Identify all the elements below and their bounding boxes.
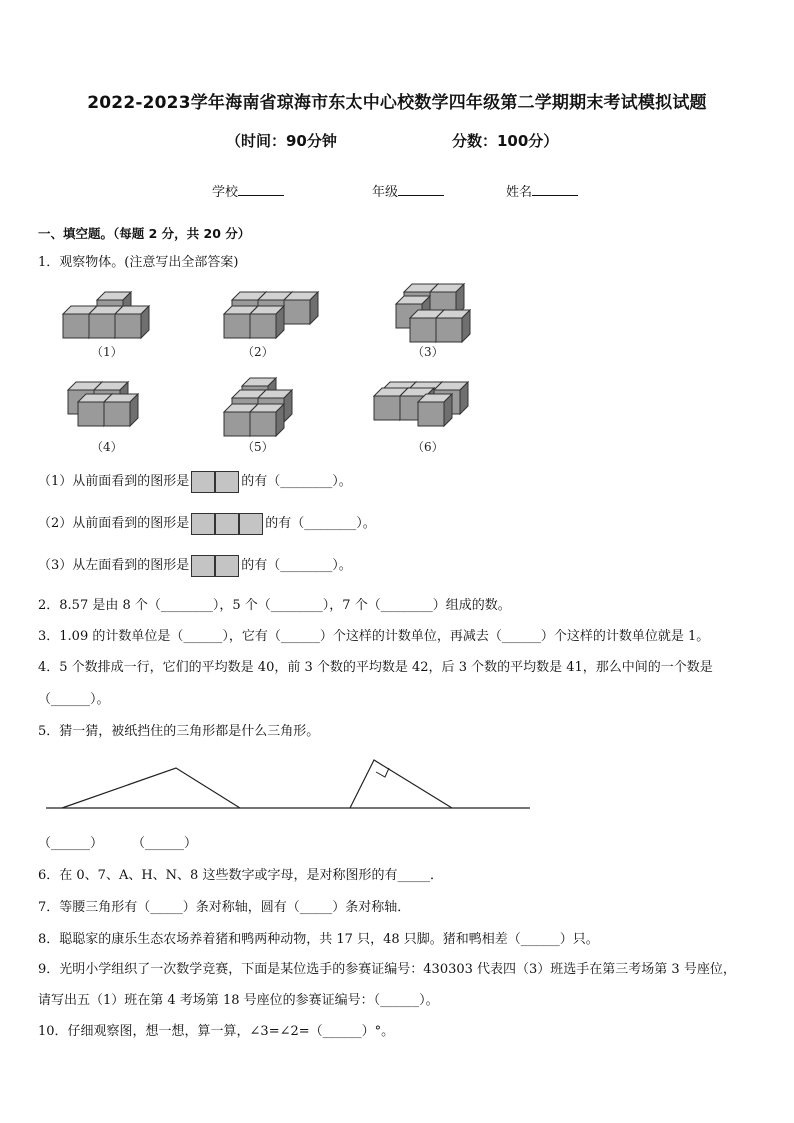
question-4-line-2: （______）。 bbox=[38, 692, 110, 707]
view-two-squares-icon bbox=[191, 471, 239, 493]
cube-figure-3 bbox=[396, 284, 470, 342]
question-1-sub-2 bbox=[38, 512, 376, 535]
question-6: 6．在 0、7、A、H、N、8 这些数字或字母，是对称图形的有_____． bbox=[38, 868, 443, 883]
cube-figure-1 bbox=[63, 292, 149, 338]
left-view-two-squares-icon bbox=[191, 555, 239, 577]
question-5-answer-2[interactable]: （______） bbox=[132, 836, 198, 851]
sub-1-suffix: 的有（________）。 bbox=[241, 474, 352, 489]
question-8: 8．聪聪家的康乐生态农场养着猪和鸭两种动物，共 17 只，48 只脚。猪和鸭相差（______）只。 bbox=[38, 932, 599, 947]
sub-2-suffix: 的有（________）。 bbox=[265, 516, 376, 531]
figure-label-4: （4） bbox=[91, 440, 123, 454]
page-title: 2022-2023学年海南省琼海市东太中心校数学四年级第二学期期末考试模拟试题 bbox=[87, 93, 707, 113]
sub-3-suffix: 的有（________）。 bbox=[241, 558, 352, 573]
cube-figures bbox=[0, 280, 794, 460]
question-5-answer-1[interactable]: （______） bbox=[38, 836, 104, 851]
exam-time: （时间：90分钟 bbox=[226, 132, 337, 150]
cube-figure-2 bbox=[224, 292, 318, 338]
figure-label-1: （1） bbox=[91, 345, 123, 359]
grade-field[interactable] bbox=[372, 181, 444, 200]
figure-label-6: （6） bbox=[412, 440, 444, 454]
question-9-line-2: 请写出五（1）班在第 4 考场第 18 号座位的参赛证编号：（______）。 bbox=[38, 993, 439, 1008]
figure-label-5: （5） bbox=[242, 440, 274, 454]
school-field[interactable] bbox=[212, 181, 284, 200]
question-2: 2．8.57 是由 8 个（________），5 个（________），7 个（________）组成的数。 bbox=[38, 598, 511, 613]
name-field[interactable] bbox=[506, 181, 578, 200]
name-label: 姓名 bbox=[506, 185, 533, 200]
question-7: 7．等腰三角形有（_____）条对称轴，圆有（_____）条对称轴． bbox=[38, 900, 411, 915]
question-1-sub-1 bbox=[38, 470, 352, 493]
question-1-sub-3 bbox=[38, 554, 352, 577]
grade-label: 年级 bbox=[372, 185, 399, 200]
cube-figure-4 bbox=[68, 382, 138, 426]
figure-label-3: （3） bbox=[412, 345, 444, 359]
name-blank[interactable] bbox=[532, 183, 578, 196]
question-5-stem: 5．猜一猜，被纸挡住的三角形都是什么三角形。 bbox=[38, 724, 320, 739]
section-heading: 一、填空题。（每题 2 分，共 20 分） bbox=[38, 226, 251, 241]
question-3: 3．1.09 的计数单位是（______），它有（______）个这样的计数单位，再减去（______）个这样的计数单位就是 1。 bbox=[38, 629, 710, 644]
grade-blank[interactable] bbox=[398, 183, 444, 196]
cube-figure-6 bbox=[374, 382, 468, 426]
question-1-stem: 1．观察物体。(注意写出全部答案) bbox=[38, 255, 239, 270]
school-blank[interactable] bbox=[238, 183, 284, 196]
question-4-line-1: 4．5 个数排成一行，它们的平均数是 40，前 3 个数的平均数是 42，后 3 个数的平均数是 41，那么中间的一个数是 bbox=[38, 660, 713, 675]
sub-2-prefix: （2）从前面看到的图形是 bbox=[38, 516, 190, 531]
sub-1-prefix: （1）从前面看到的图形是 bbox=[38, 474, 190, 489]
cube-figure-5 bbox=[224, 378, 292, 436]
question-10: 10．仔细观察图，想一想，算一算，∠3=∠2=（______）°。 bbox=[38, 1024, 395, 1039]
sub-3-prefix: （3）从左面看到的图形是 bbox=[38, 558, 190, 573]
triangle-figure bbox=[0, 750, 794, 820]
view-three-squares-icon bbox=[191, 513, 263, 535]
exam-score: 分数：100分） bbox=[452, 132, 559, 150]
question-9-line-1: 9．光明小学组织了一次数学竞赛，下面是某位选手的参赛证编号：430303 代表四（3）班选手在第三考场第 3 号座位， bbox=[38, 962, 736, 977]
figure-label-2: （2） bbox=[242, 345, 274, 359]
school-label: 学校 bbox=[212, 185, 239, 200]
